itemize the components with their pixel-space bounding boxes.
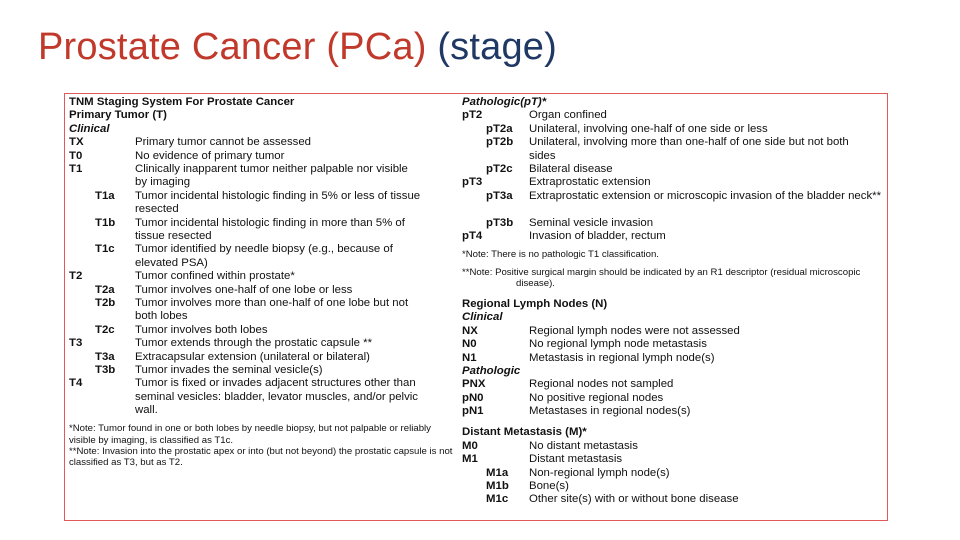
stage-desc: Tumor invades the seminal vesicle(s) bbox=[135, 363, 323, 376]
stage-desc: Tumor identified by needle biopsy (e.g., because of elevated PSA) bbox=[135, 243, 393, 269]
tnm-heading: TNM Staging System For Prostate Cancer bbox=[69, 96, 295, 108]
stage-desc: Tumor extends through the prostatic capsule ** bbox=[135, 337, 373, 350]
table-row bbox=[69, 324, 459, 337]
table-row bbox=[462, 217, 887, 230]
stage-desc: Regional nodes not sampled bbox=[529, 378, 674, 391]
title-paren: (stage) bbox=[437, 26, 557, 68]
stage-code: T3 bbox=[69, 337, 83, 350]
stage-desc: Tumor incidental histologic finding in 5% or less of tissue resected bbox=[135, 189, 421, 216]
table-row bbox=[462, 480, 887, 493]
table-row bbox=[462, 176, 887, 189]
footnote-1: *Note: Tumor found in one or both lobes by needle biopsy, but not palpable or reliably visible by imaging, is classified as T1c. bbox=[69, 423, 431, 446]
stage-code: pT3 bbox=[462, 176, 483, 189]
table-row bbox=[462, 338, 887, 351]
table-row bbox=[69, 351, 459, 364]
stage-desc: Metastases in regional nodes(s) bbox=[529, 405, 691, 418]
stage-desc: Extracapsular extension (unilateral or bilateral) bbox=[135, 350, 370, 363]
metastasis-heading: Distant Metastasis (M)* bbox=[462, 426, 587, 439]
table-row bbox=[69, 270, 459, 283]
table-row bbox=[69, 150, 459, 163]
stage-desc: No distant metastasis bbox=[529, 439, 638, 452]
stage-desc: Invasion of bladder, rectum bbox=[529, 229, 666, 242]
stage-code: T2 bbox=[69, 270, 83, 283]
stage-code: T2a bbox=[95, 283, 115, 296]
table-row bbox=[462, 467, 887, 480]
stage-code: M1b bbox=[486, 480, 509, 493]
stage-desc: Seminal vesicle invasion bbox=[529, 216, 654, 229]
table-row bbox=[69, 337, 459, 350]
pathologic-column bbox=[462, 96, 887, 507]
table-row bbox=[69, 243, 459, 270]
path-footnote-1: *Note: There is no pathologic T1 classification. bbox=[462, 249, 659, 261]
stage-code: T4 bbox=[69, 377, 83, 390]
stage-desc: Non-regional lymph node(s) bbox=[529, 466, 670, 479]
stage-code: T0 bbox=[69, 149, 83, 162]
pathologic-heading: Pathologic(pT)* bbox=[462, 96, 547, 108]
stage-desc: Tumor confined within prostate* bbox=[135, 270, 295, 283]
page-title bbox=[38, 26, 557, 69]
stage-code: T2c bbox=[95, 323, 115, 336]
stage-code: M1 bbox=[462, 453, 478, 466]
stage-code: pN0 bbox=[462, 391, 484, 404]
table-row bbox=[462, 405, 887, 418]
table-row bbox=[69, 217, 459, 244]
stage-desc: Organ confined bbox=[529, 109, 607, 122]
table-row bbox=[462, 440, 887, 453]
lymph-heading: Regional Lymph Nodes (N) bbox=[462, 297, 608, 310]
stage-desc: Tumor involves more than one-half of one lobe but not both lobes bbox=[135, 296, 409, 323]
table-row bbox=[462, 163, 887, 176]
stage-desc: Metastasis in regional lymph node(s) bbox=[529, 351, 715, 364]
primary-tumor-heading: Primary Tumor (T) bbox=[69, 109, 167, 122]
stage-desc: Regional lymph nodes were not assessed bbox=[529, 324, 740, 337]
path-footnote-2: **Note: Positive surgical margin should be indicated by an R1 descriptor (residual microscopic disease). bbox=[462, 266, 861, 289]
stage-code: pN1 bbox=[462, 405, 484, 418]
stage-desc: No regional lymph node metastasis bbox=[529, 338, 707, 351]
stage-code: M0 bbox=[462, 439, 478, 452]
stage-desc: Primary tumor cannot be assessed bbox=[135, 136, 311, 149]
stage-code: N1 bbox=[462, 351, 477, 364]
table-row bbox=[69, 364, 459, 377]
stage-desc: No evidence of primary tumor bbox=[135, 149, 285, 162]
stage-desc: Unilateral, involving one-half of one side or less bbox=[529, 122, 768, 135]
table-row bbox=[462, 123, 887, 136]
stage-code: pT3a bbox=[486, 189, 513, 202]
table-row bbox=[69, 136, 459, 149]
stage-code: T1a bbox=[95, 189, 115, 202]
stage-code: N0 bbox=[462, 338, 477, 351]
stage-code: pT2b bbox=[486, 136, 514, 149]
stage-code: T1c bbox=[95, 243, 115, 256]
stage-code: T1b bbox=[95, 216, 116, 229]
table-row bbox=[462, 392, 887, 405]
stage-desc: Bone(s) bbox=[529, 480, 569, 493]
table-row bbox=[462, 109, 887, 122]
lymph-clinical-label: Clinical bbox=[462, 311, 503, 324]
table-row bbox=[462, 325, 887, 338]
stage-code: pT4 bbox=[462, 229, 483, 242]
stage-desc: Tumor incidental histologic finding in more than 5% of tissue resected bbox=[135, 216, 405, 242]
table-row bbox=[462, 493, 887, 506]
stage-desc: Extraprostatic extension bbox=[529, 176, 651, 189]
stage-code: NX bbox=[462, 324, 478, 337]
stage-code: T2b bbox=[95, 296, 116, 309]
stage-desc: Bilateral disease bbox=[529, 162, 613, 175]
stage-code: pT2a bbox=[486, 122, 513, 135]
stage-code: T3b bbox=[95, 363, 116, 376]
table-row bbox=[69, 163, 459, 190]
stage-desc: No positive regional nodes bbox=[529, 391, 664, 404]
stage-code: TX bbox=[69, 136, 84, 149]
stage-code: M1a bbox=[486, 466, 509, 479]
stage-code: PNX bbox=[462, 378, 486, 391]
table-row bbox=[462, 453, 887, 466]
stage-code: pT2 bbox=[462, 109, 483, 122]
clinical-label: Clinical bbox=[69, 122, 110, 135]
stage-desc: Extraprostatic extension or microscopic invasion of the bladder neck** bbox=[529, 189, 882, 202]
stage-desc: Tumor involves one-half of one lobe or less bbox=[135, 283, 353, 296]
footnote-2: **Note: Invasion into the prostatic apex or into (but not beyond) the prostatic capsule is not classified as T3, but as T2. bbox=[69, 445, 453, 469]
table-row bbox=[462, 230, 887, 243]
stage-code: T3a bbox=[95, 350, 115, 363]
stage-desc: Other site(s) with or without bone disease bbox=[529, 493, 739, 506]
table-row bbox=[69, 190, 459, 217]
stage-desc: Unilateral, involving more than one-half of one side but not both sides bbox=[529, 136, 849, 162]
stage-code: pT2c bbox=[486, 162, 513, 175]
stage-desc: Clinically inapparent tumor neither palpable nor visible by imaging bbox=[135, 162, 408, 189]
table-row bbox=[69, 297, 459, 324]
lymph-pathologic-label: Pathologic bbox=[462, 364, 521, 377]
clinical-column bbox=[69, 96, 459, 468]
table-row bbox=[462, 378, 887, 391]
table-row bbox=[69, 284, 459, 297]
table-row bbox=[462, 190, 887, 217]
stage-desc: Distant metastasis bbox=[529, 453, 623, 466]
table-row bbox=[69, 377, 459, 417]
title-main: Prostate Cancer (PCa) bbox=[38, 26, 427, 68]
table-row bbox=[462, 352, 887, 365]
stage-code: M1c bbox=[486, 493, 509, 506]
stage-code: pT3b bbox=[486, 216, 514, 229]
table-row bbox=[462, 136, 887, 163]
stage-code: T1 bbox=[69, 162, 83, 175]
staging-panel bbox=[64, 93, 888, 521]
stage-desc: Tumor is fixed or invades adjacent structures other than seminal vesicles: bladder, levator muscles, and/or pelvic wall. bbox=[135, 377, 418, 417]
stage-desc: Tumor involves both lobes bbox=[135, 323, 268, 336]
